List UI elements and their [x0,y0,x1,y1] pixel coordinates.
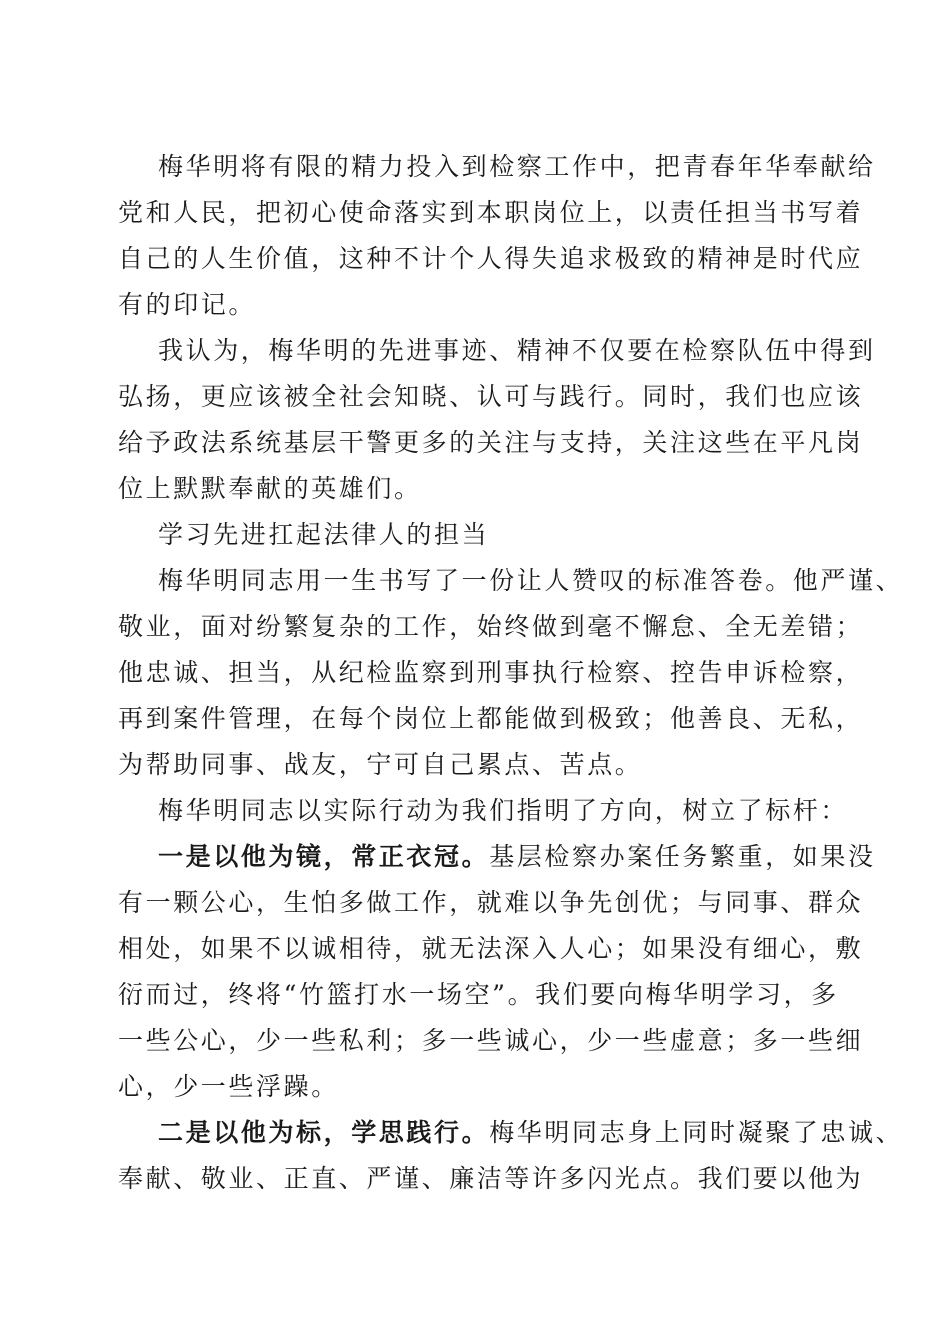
paragraph-3 [118,558,904,788]
text-span: 基层检察办案任务繁重，如果没 [489,842,876,871]
text-line: 相处，如果不以诚相待，就无法深入人心；如果没有细心，敷 [118,934,864,963]
text-line: 我认为，梅华明的先进事迹、精神不仅要在检察队伍中得到 [158,336,876,365]
paragraph-6 [118,1110,904,1202]
text-line: 他忠诚、担当，从纪检监察到刑事执行检察、控告申诉检察， [118,658,864,687]
text-line: 敬业，面对纷繁复杂的工作，始终做到毫不懈怠、全无差错； [118,612,864,641]
section-heading [118,512,838,558]
bold-lead: 一是以他为镜，常正衣冠。 [158,842,490,871]
section-heading-text: 学习先进扛起法律人的担当 [158,520,490,549]
bold-lead: 二是以他为标，学思践行。 [158,1118,490,1147]
paragraph-5 [118,834,876,1110]
text-line: 心，少一些浮躁。 [118,1072,339,1101]
paragraph-1 [118,144,876,328]
text-line: 梅华明同志用一生书写了一份让人赞叹的标准答卷。他严谨、 [158,566,904,595]
text-line: 自己的人生价值，这种不计个人得失追求极致的精神是时代应 [118,244,864,273]
text-line: 有一颗公心，生怕多做工作，就难以争先创优；与同事、群众 [118,888,864,917]
text-line [118,834,876,880]
text-line: 梅华明将有限的精力投入到检察工作中，把青春年华奉献给 [158,152,876,181]
text-line: 奉献、敬业、正直、严谨、廉洁等许多闪光点。我们要以他为 [118,1164,864,1193]
text-line: 梅华明同志以实际行动为我们指明了方向，树立了标杆： [158,796,849,825]
text-line: 衍而过，终将“竹篮打水一场空”。我们要向梅华明学习，多 [118,980,839,1009]
text-line: 位上默默奉献的英雄们。 [118,474,422,503]
paragraph-2 [118,328,876,512]
text-line: 一些公心，少一些私利；多一些诚心，少一些虚意；多一些细 [118,1026,864,1055]
text-line [118,1110,904,1156]
document-page [118,144,904,1202]
paragraph-4 [118,788,849,834]
text-line: 党和人民，把初心使命落实到本职岗位上，以责任担当书写着 [118,198,864,227]
text-line: 为帮助同事、战友，宁可自己累点、苦点。 [118,750,643,779]
text-line: 弘扬，更应该被全社会知晓、认可与践行。同时，我们也应该 [118,382,864,411]
text-line: 再到案件管理，在每个岗位上都能做到极致；他善良、无私， [118,704,864,733]
text-span: 梅华明同志身上同时凝聚了忠诚、 [489,1118,904,1147]
text-line: 有的印记。 [118,290,257,319]
text-line: 给予政法系统基层干警更多的关注与支持，关注这些在平凡岗 [118,428,864,457]
